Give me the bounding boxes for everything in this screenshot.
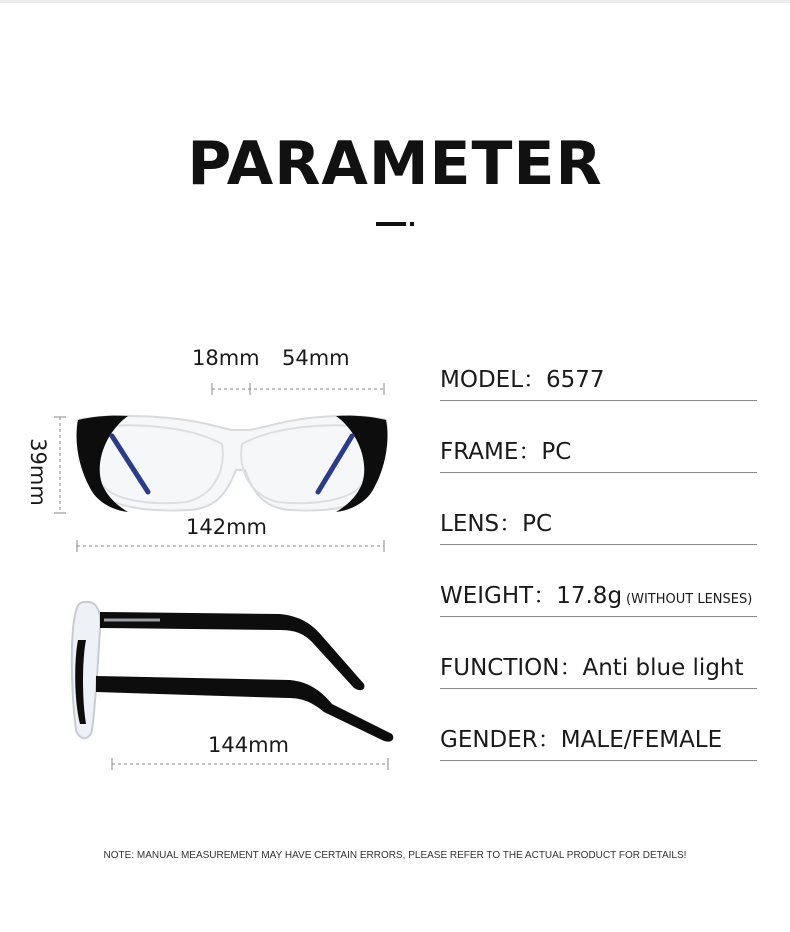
spec-row-frame <box>440 436 757 473</box>
spec-separator: ： <box>523 367 547 393</box>
spec-row-lens <box>440 508 757 545</box>
spec-value: PC <box>541 439 572 465</box>
spec-separator: ： <box>518 439 542 465</box>
spec-row-weight <box>440 580 757 617</box>
spec-label: GENDER <box>440 727 538 753</box>
spec-value: 17.8g <box>556 583 623 609</box>
spec-note: (WITHOUT LENSES) <box>626 592 753 607</box>
page-title: PARAMETER <box>187 129 603 199</box>
spec-row-gender <box>440 724 757 761</box>
spec-row-function <box>440 652 757 689</box>
spec-separator: ： <box>533 583 557 609</box>
spec-label: FRAME <box>440 439 519 465</box>
lens-height-label-wrap <box>24 432 64 512</box>
spec-label: MODEL <box>440 367 524 393</box>
spec-value: MALE/FEMALE <box>560 727 723 753</box>
spec-separator: ： <box>559 655 583 681</box>
spec-value: PC <box>522 511 553 537</box>
spec-row-model <box>440 364 757 401</box>
bridge-width-label: 18mm <box>192 346 260 370</box>
spec-separator: ： <box>537 727 561 753</box>
lens-height-label: 39mm <box>25 438 50 506</box>
disclaimer-note: NOTE: MANUAL MEASUREMENT MAY HAVE CERTAIN ERRORS, PLEASE REFER TO THE ACTUAL PRODUCT FOR DETAILS! <box>103 850 687 861</box>
spec-value: Anti blue light <box>582 655 744 681</box>
spec-value: 6577 <box>546 367 605 393</box>
spec-separator: ： <box>499 511 523 537</box>
frame-width-label: 142mm <box>186 515 267 539</box>
spec-label: LENS <box>440 511 500 537</box>
glasses-front-view <box>77 416 388 512</box>
lens-width-label: 54mm <box>282 346 350 370</box>
spec-label: WEIGHT <box>440 583 534 609</box>
temple-length-label: 144mm <box>208 733 289 757</box>
glasses-side-view <box>72 602 393 742</box>
spec-label: FUNCTION <box>440 655 560 681</box>
